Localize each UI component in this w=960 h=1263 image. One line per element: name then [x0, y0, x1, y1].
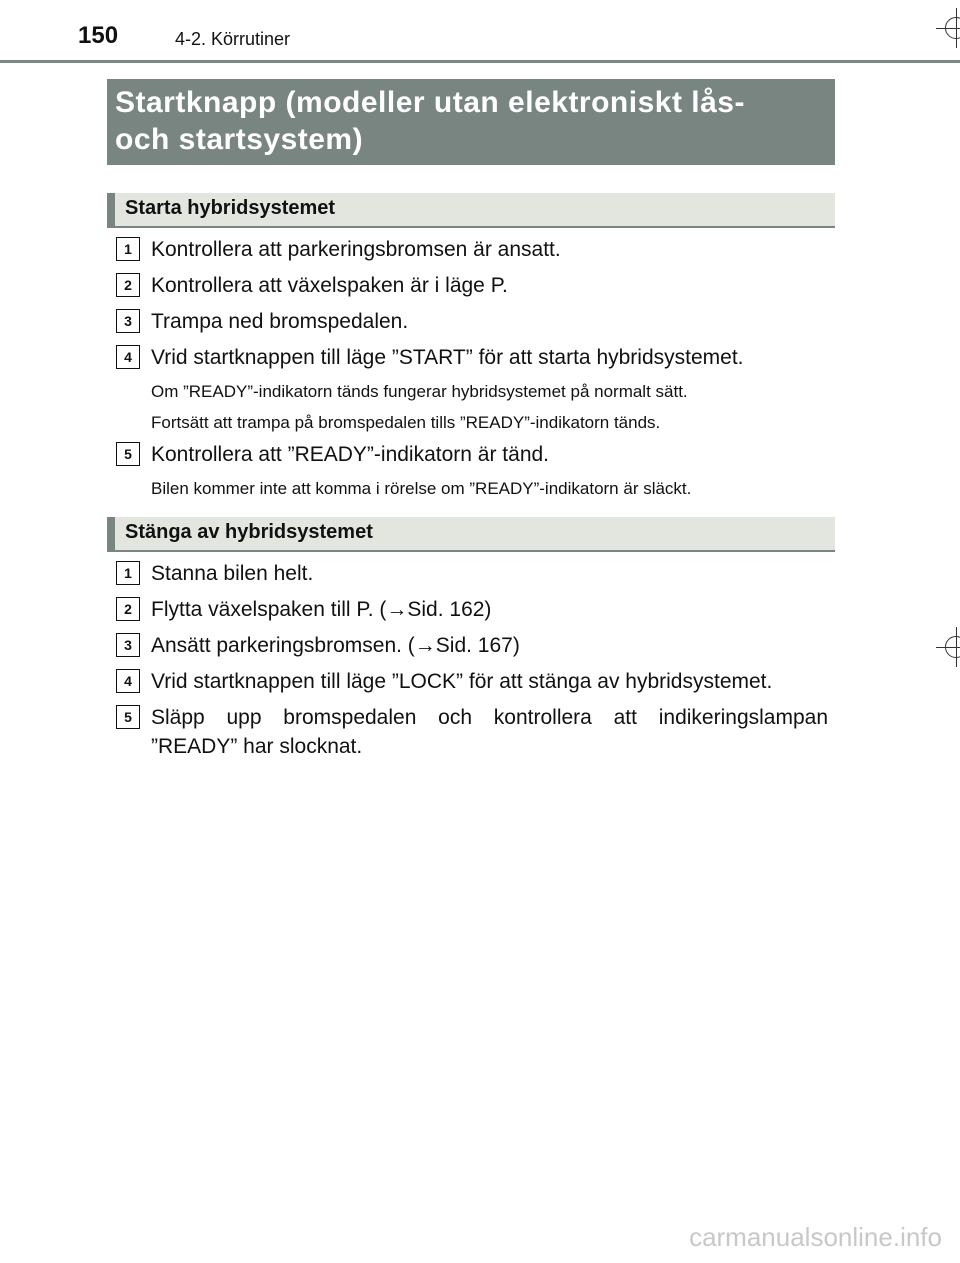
step-text: Flytta växelspaken till P. (→Sid. 162)	[151, 598, 492, 621]
watermark: carmanualsonline.info	[689, 1222, 942, 1252]
step-text: Släpp upp bromspedalen och kontrollera att indikeringslampan	[151, 706, 828, 729]
step-number: 1	[116, 561, 140, 585]
step-number: 5	[116, 705, 140, 729]
title-line: och startsystem)	[115, 123, 364, 156]
title-line: Startknapp (modeller utan elektroniskt lås-	[115, 86, 745, 119]
page-number: 150	[78, 22, 119, 49]
step-number: 5	[116, 442, 140, 466]
step-number: 3	[116, 633, 140, 657]
step-text: Kontrollera att ”READY”-indikatorn är tänd.	[151, 443, 550, 466]
step-note: Om ”READY”-indikatorn tänds fungerar hybridsystemet på normalt sätt.	[151, 382, 688, 401]
chapter-label: 4-2. Körrutiner	[175, 29, 291, 49]
step-text: Vrid startknappen till läge ”LOCK” för att stänga av hybridsystemet.	[151, 670, 773, 693]
step-note: Bilen kommer inte att komma i rörelse om ”READY”-indikatorn är släckt.	[151, 479, 692, 498]
step-number: 2	[116, 273, 140, 297]
page-title	[107, 79, 835, 165]
step-text: Kontrollera att växelspaken är i läge P.	[151, 274, 508, 297]
step-number: 3	[116, 309, 140, 333]
step-text: Ansätt parkeringsbromsen. (→Sid. 167)	[151, 634, 520, 657]
step-number: 1	[116, 237, 140, 261]
step-number: 4	[116, 669, 140, 693]
section-heading: Stänga av hybridsystemet	[107, 517, 835, 552]
crop-mark-icon	[945, 636, 960, 658]
step-text: Stanna bilen helt.	[151, 562, 314, 585]
step-text: Vrid startknappen till läge ”START” för att starta hybridsystemet.	[151, 346, 744, 369]
crop-mark-icon	[945, 17, 960, 39]
section-heading: Starta hybridsystemet	[107, 193, 835, 228]
step-note: Fortsätt att trampa på bromspedalen tills ”READY”-indikatorn tänds.	[151, 413, 661, 432]
step-number: 2	[116, 597, 140, 621]
step-text: Kontrollera att parkeringsbromsen är ansatt.	[151, 238, 561, 261]
step-text: Trampa ned bromspedalen.	[151, 310, 409, 333]
step-number: 4	[116, 345, 140, 369]
header-rule	[0, 60, 960, 63]
step-text-continued: ”READY” har slocknat.	[151, 735, 363, 758]
